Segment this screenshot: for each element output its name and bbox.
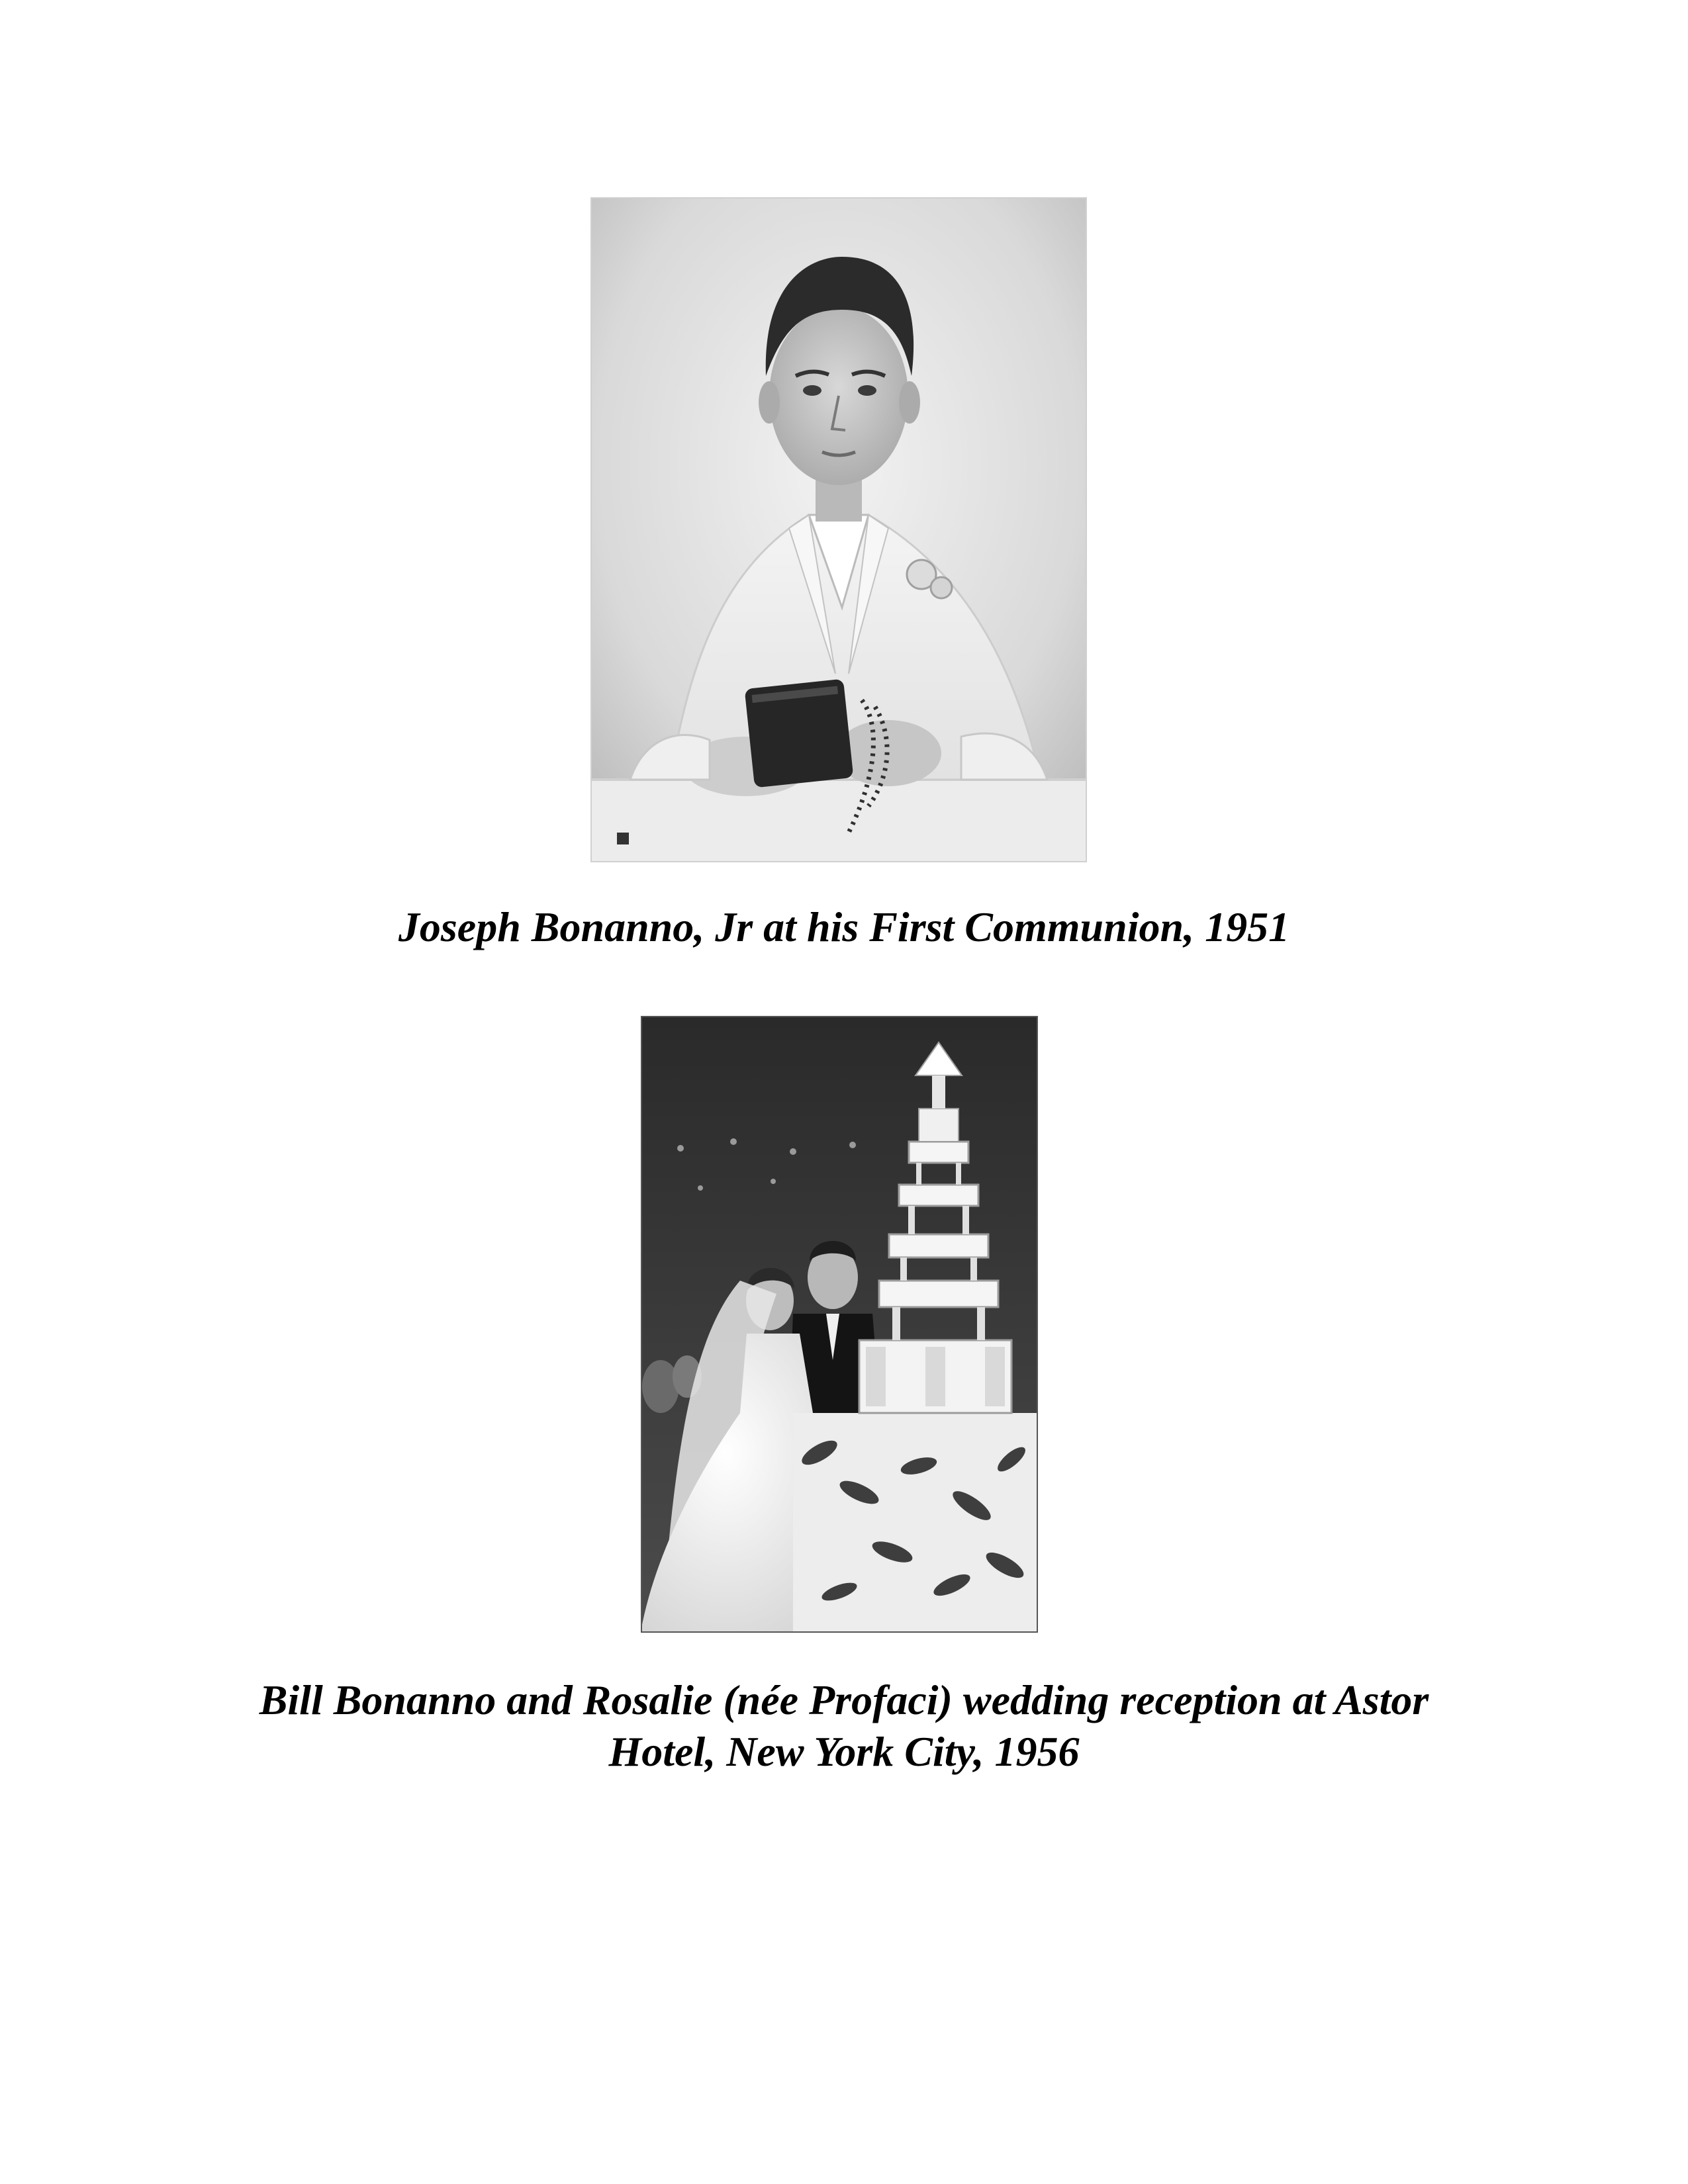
wedding-photo-icon [641,1016,1038,1633]
first-communion-photo [590,197,1087,862]
caption-line-1: Bill Bonanno and Rosalie (née Profaci) wedding reception at Astor [259,1676,1429,1723]
wedding-reception-caption [0,1674,1688,1778]
first-communion-caption: Joseph Bonanno, Jr at his First Communion, 1951 [398,903,1290,950]
wedding-reception-photo [641,1016,1038,1633]
caption-line-2: Hotel, New York City, 1956 [608,1728,1080,1775]
portrait-photo-icon [590,197,1087,862]
